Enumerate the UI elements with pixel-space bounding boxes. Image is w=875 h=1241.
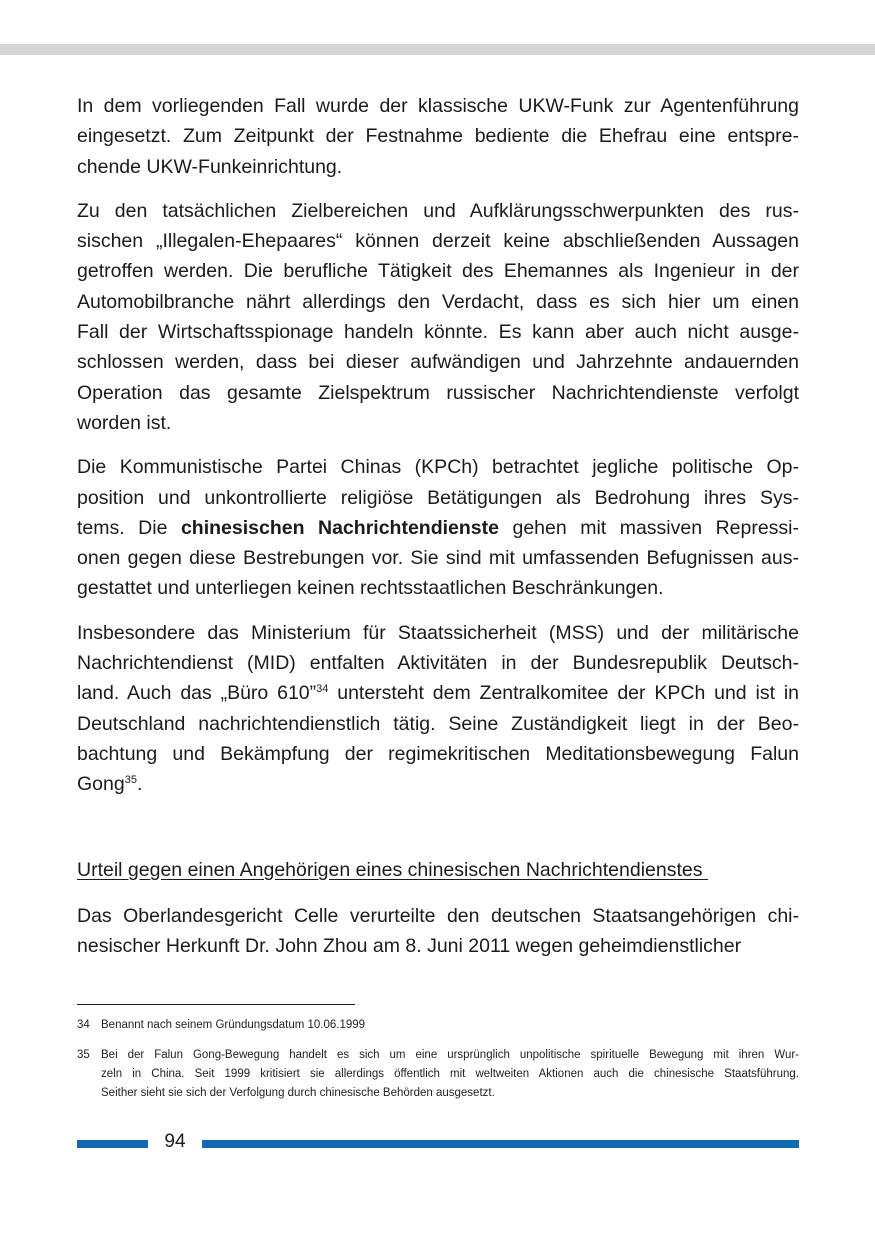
text-line: zeln in China. Seit 1999 kritisiert sie allerdings öffentlich mit weltweiten Aktionen auch die chinesische Staatsführung. — [101, 1068, 799, 1080]
footnote-35 — [77, 1046, 799, 1103]
paragraph-3 — [77, 452, 799, 603]
text-run: Gong — [77, 773, 125, 796]
text-line: worden ist. — [77, 411, 172, 434]
footnote-divider — [77, 1004, 355, 1005]
bold-term: chinesischen Nachrichtendienste — [180, 516, 499, 539]
footer-bar-right — [202, 1140, 799, 1148]
text-line: Die Kommunistische Partei Chinas (KPCh) betrachtet jegliche politische Op- — [77, 456, 799, 479]
text-run: tems. Die — [77, 516, 181, 539]
text-run: land. Auch das „Büro 610” — [77, 682, 317, 705]
text-line: onen gegen diese Bestrebungen vor. Sie sind mit umfassenden Befugnissen aus- — [77, 547, 799, 570]
text-run: . — [136, 773, 143, 796]
text-line: Zu den tatsächlichen Zielbereichen und Aufklärungsschwerpunkten des rus- — [77, 199, 799, 222]
text-line — [77, 769, 799, 799]
text-line: nesischer Herkunft Dr. John Zhou am 8. Juni 2011 wegen geheimdienstlicher — [77, 935, 742, 958]
footnote-ref-35[interactable]: 35 — [124, 774, 137, 787]
footnote-number: 34 — [77, 1019, 90, 1031]
text-line: Seither sieht sie sich der Verfolgung durch chinesische Behörden ausgesetzt. — [101, 1087, 495, 1099]
text-line: bachtung und Bekämpfung der regimekritischen Meditationsbewegung Falun — [77, 742, 799, 765]
body-text — [77, 91, 799, 814]
paragraph-4 — [77, 618, 799, 800]
footnote-number: 35 — [77, 1049, 90, 1061]
paragraph-1 — [77, 91, 799, 182]
paragraph-2 — [77, 196, 799, 438]
text-run: untersteht dem Zentralkomitee der KPCh und ist in — [328, 682, 799, 705]
page-number: 94 — [164, 1131, 186, 1152]
text-line: gestattet und unterliegen keinen rechtsstaatlichen Beschränkungen. — [77, 577, 664, 600]
text-line: Insbesondere das Ministerium für Staatssicherheit (MSS) und der militärische — [77, 621, 799, 644]
text-line: In dem vorliegenden Fall wurde der klassische UKW-Funk zur Agentenführung — [77, 95, 799, 117]
text-line: Bei der Falun Gong-Bewegung handelt es sich um eine ursprünglich unpolitische spirituelle Bewegung mit ihren Wur- — [101, 1049, 799, 1061]
top-gray-bar — [0, 44, 875, 55]
text-line: Fall der Wirtschaftsspionage handeln könnte. Es kann aber auch nicht ausge- — [77, 321, 799, 344]
text-line: eingesetzt. Zum Zeitpunkt der Festnahme bediente die Ehefrau eine entspre- — [77, 125, 799, 148]
footnote-ref-34[interactable]: 34 — [316, 683, 329, 696]
text-line: position und unkontrollierte religiöse Betätigungen als Bedrohung ihres Sys- — [77, 486, 799, 509]
text-line: sischen „Illegalen-Ehepaares“ können derzeit keine abschließenden Aussagen — [77, 230, 799, 253]
footnote-34 — [77, 1016, 799, 1035]
text-line: schlossen werden, dass bei dieser aufwändigen und Jahrzehnte andauernden — [77, 351, 799, 374]
text-line: chende UKW-Funkeinrichtung. — [77, 155, 343, 178]
text-line: Automobilbranche nährt allerdings den Verdacht, dass es sich hier um einen — [77, 290, 799, 313]
text-line — [77, 513, 799, 543]
text-line: getroffen werden. Die berufliche Tätigkeit des Ehemannes als Ingenieur in der — [77, 260, 799, 283]
footnote-text — [101, 1016, 799, 1035]
text-line: Deutschland nachrichtendienstlich tätig. Seine Zuständigkeit liegt in der Beo- — [77, 712, 799, 735]
text-line — [77, 678, 799, 708]
footnote-text — [101, 1046, 799, 1103]
text-run: gehen mit massiven Repressi- — [498, 516, 800, 539]
footer-bar-left — [77, 1140, 148, 1148]
text-line: Benannt nach seinem Gründungsdatum 10.06.1999 — [101, 1019, 366, 1031]
text-line: Operation das gesamte Zielspektrum russischer Nachrichtendienste verfolgt — [77, 381, 799, 404]
text-line: Das Oberlandesgericht Celle verurteilte den deutschen Staatsangehörigen chi- — [77, 905, 799, 927]
text-line: Nachrichtendienst (MID) entfalten Aktivitäten in der Bundesrepublik Deutsch- — [77, 652, 799, 675]
paragraph-5 — [77, 901, 799, 962]
section-heading: Urteil gegen einen Angehörigen eines chinesischen Nachrichtendienstes — [77, 859, 708, 881]
